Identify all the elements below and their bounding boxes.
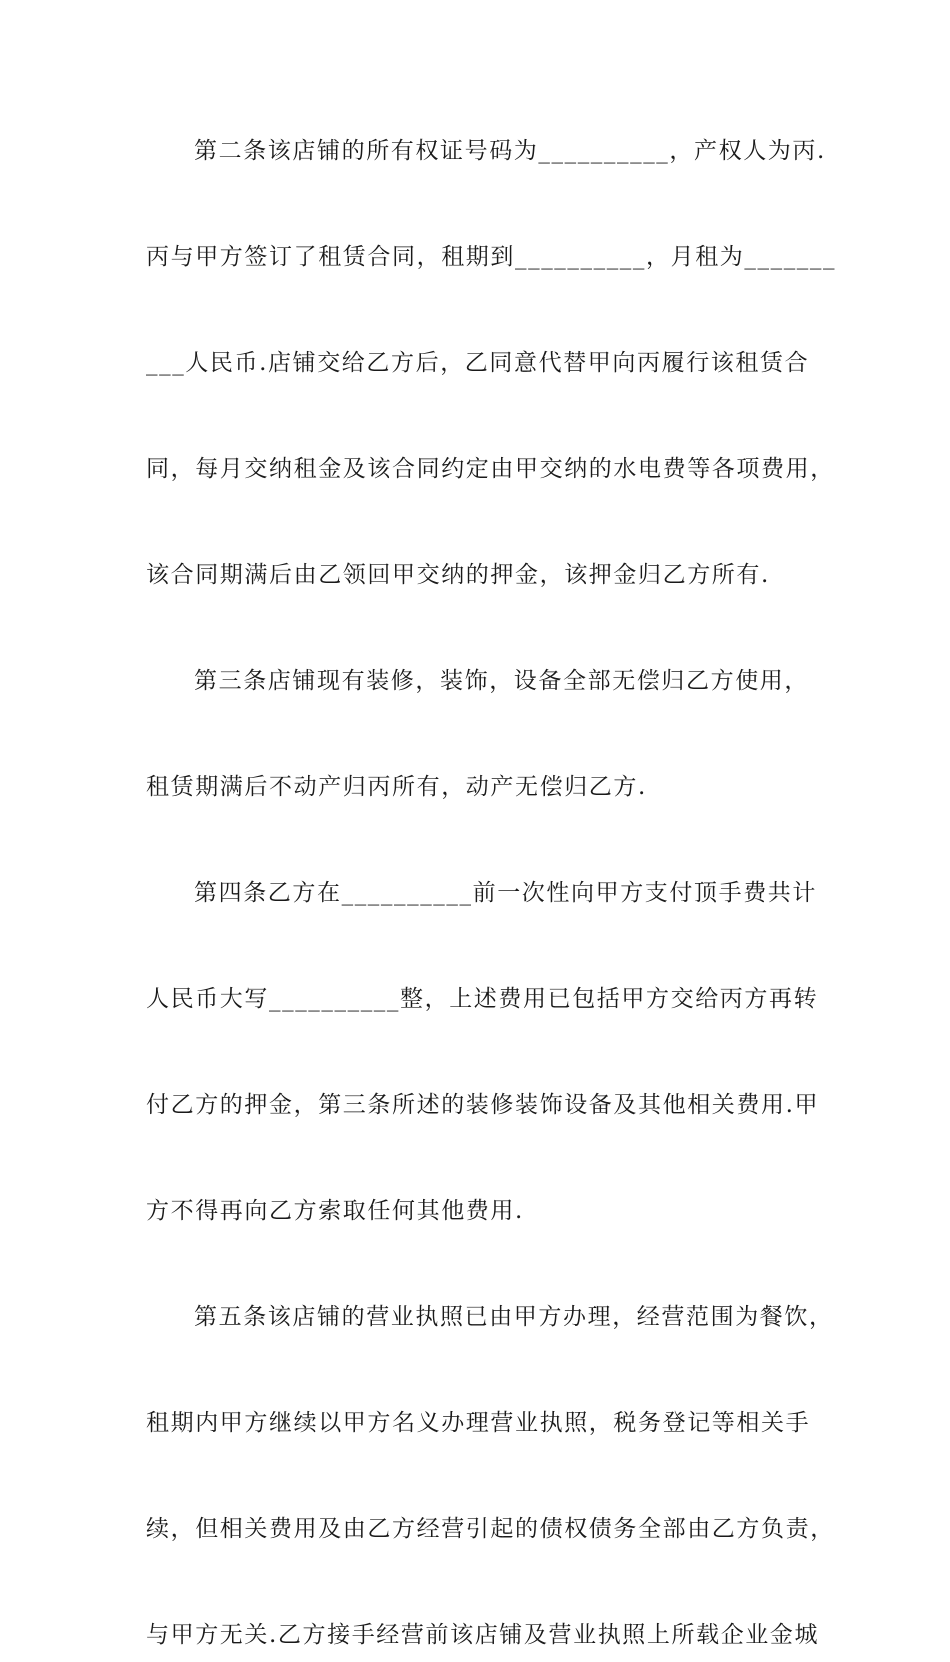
article-5-line-3: 续，但相关费用及由乙方经营引起的债权债务全部由乙方负责， <box>146 1516 835 1542</box>
article-5-line-2: 租期内甲方继续以甲方名义办理营业执照，税务登记等相关手 <box>146 1410 811 1436</box>
article-4-line-2: 人民币大写__________整，上述费用已包括甲方交给丙方再转 <box>146 986 819 1012</box>
article-2-line-1: 第二条该店铺的所有权证号码为__________，产权人为丙. <box>194 138 826 164</box>
article-2-line-4: 同，每月交纳租金及该合同约定由甲交纳的水电费等各项费用， <box>146 456 835 482</box>
article-4-line-3: 付乙方的押金，第三条所述的装修装饰设备及其他相关费用.甲 <box>146 1092 820 1118</box>
article-2-line-5: 该合同期满后由乙领回甲交纳的押金，该押金归乙方所有. <box>146 562 770 588</box>
article-4-line-4: 方不得再向乙方索取任何其他费用. <box>146 1198 524 1224</box>
article-2-line-3: ___人民币.店铺交给乙方后，乙同意代替甲向丙履行该租赁合 <box>146 350 810 376</box>
article-3-line-2: 租赁期满后不动产归丙所有，动产无偿归乙方. <box>146 774 647 800</box>
article-5-line-4: 与甲方无关.乙方接手经营前该店铺及营业执照上所载企业金城 <box>146 1622 820 1648</box>
document-body <box>146 124 837 1662</box>
article-3-line-1: 第三条店铺现有装修，装饰，设备全部无偿归乙方使用， <box>194 668 809 694</box>
article-5-line-1: 第五条该店铺的营业执照已由甲方办理，经营范围为餐饮， <box>194 1304 834 1330</box>
article-2-line-2: 丙与甲方签订了租赁合同，租期到__________，月租为_______ <box>146 244 837 270</box>
article-4-line-1: 第四条乙方在__________前一次性向甲方支付顶手费共计 <box>194 880 817 906</box>
